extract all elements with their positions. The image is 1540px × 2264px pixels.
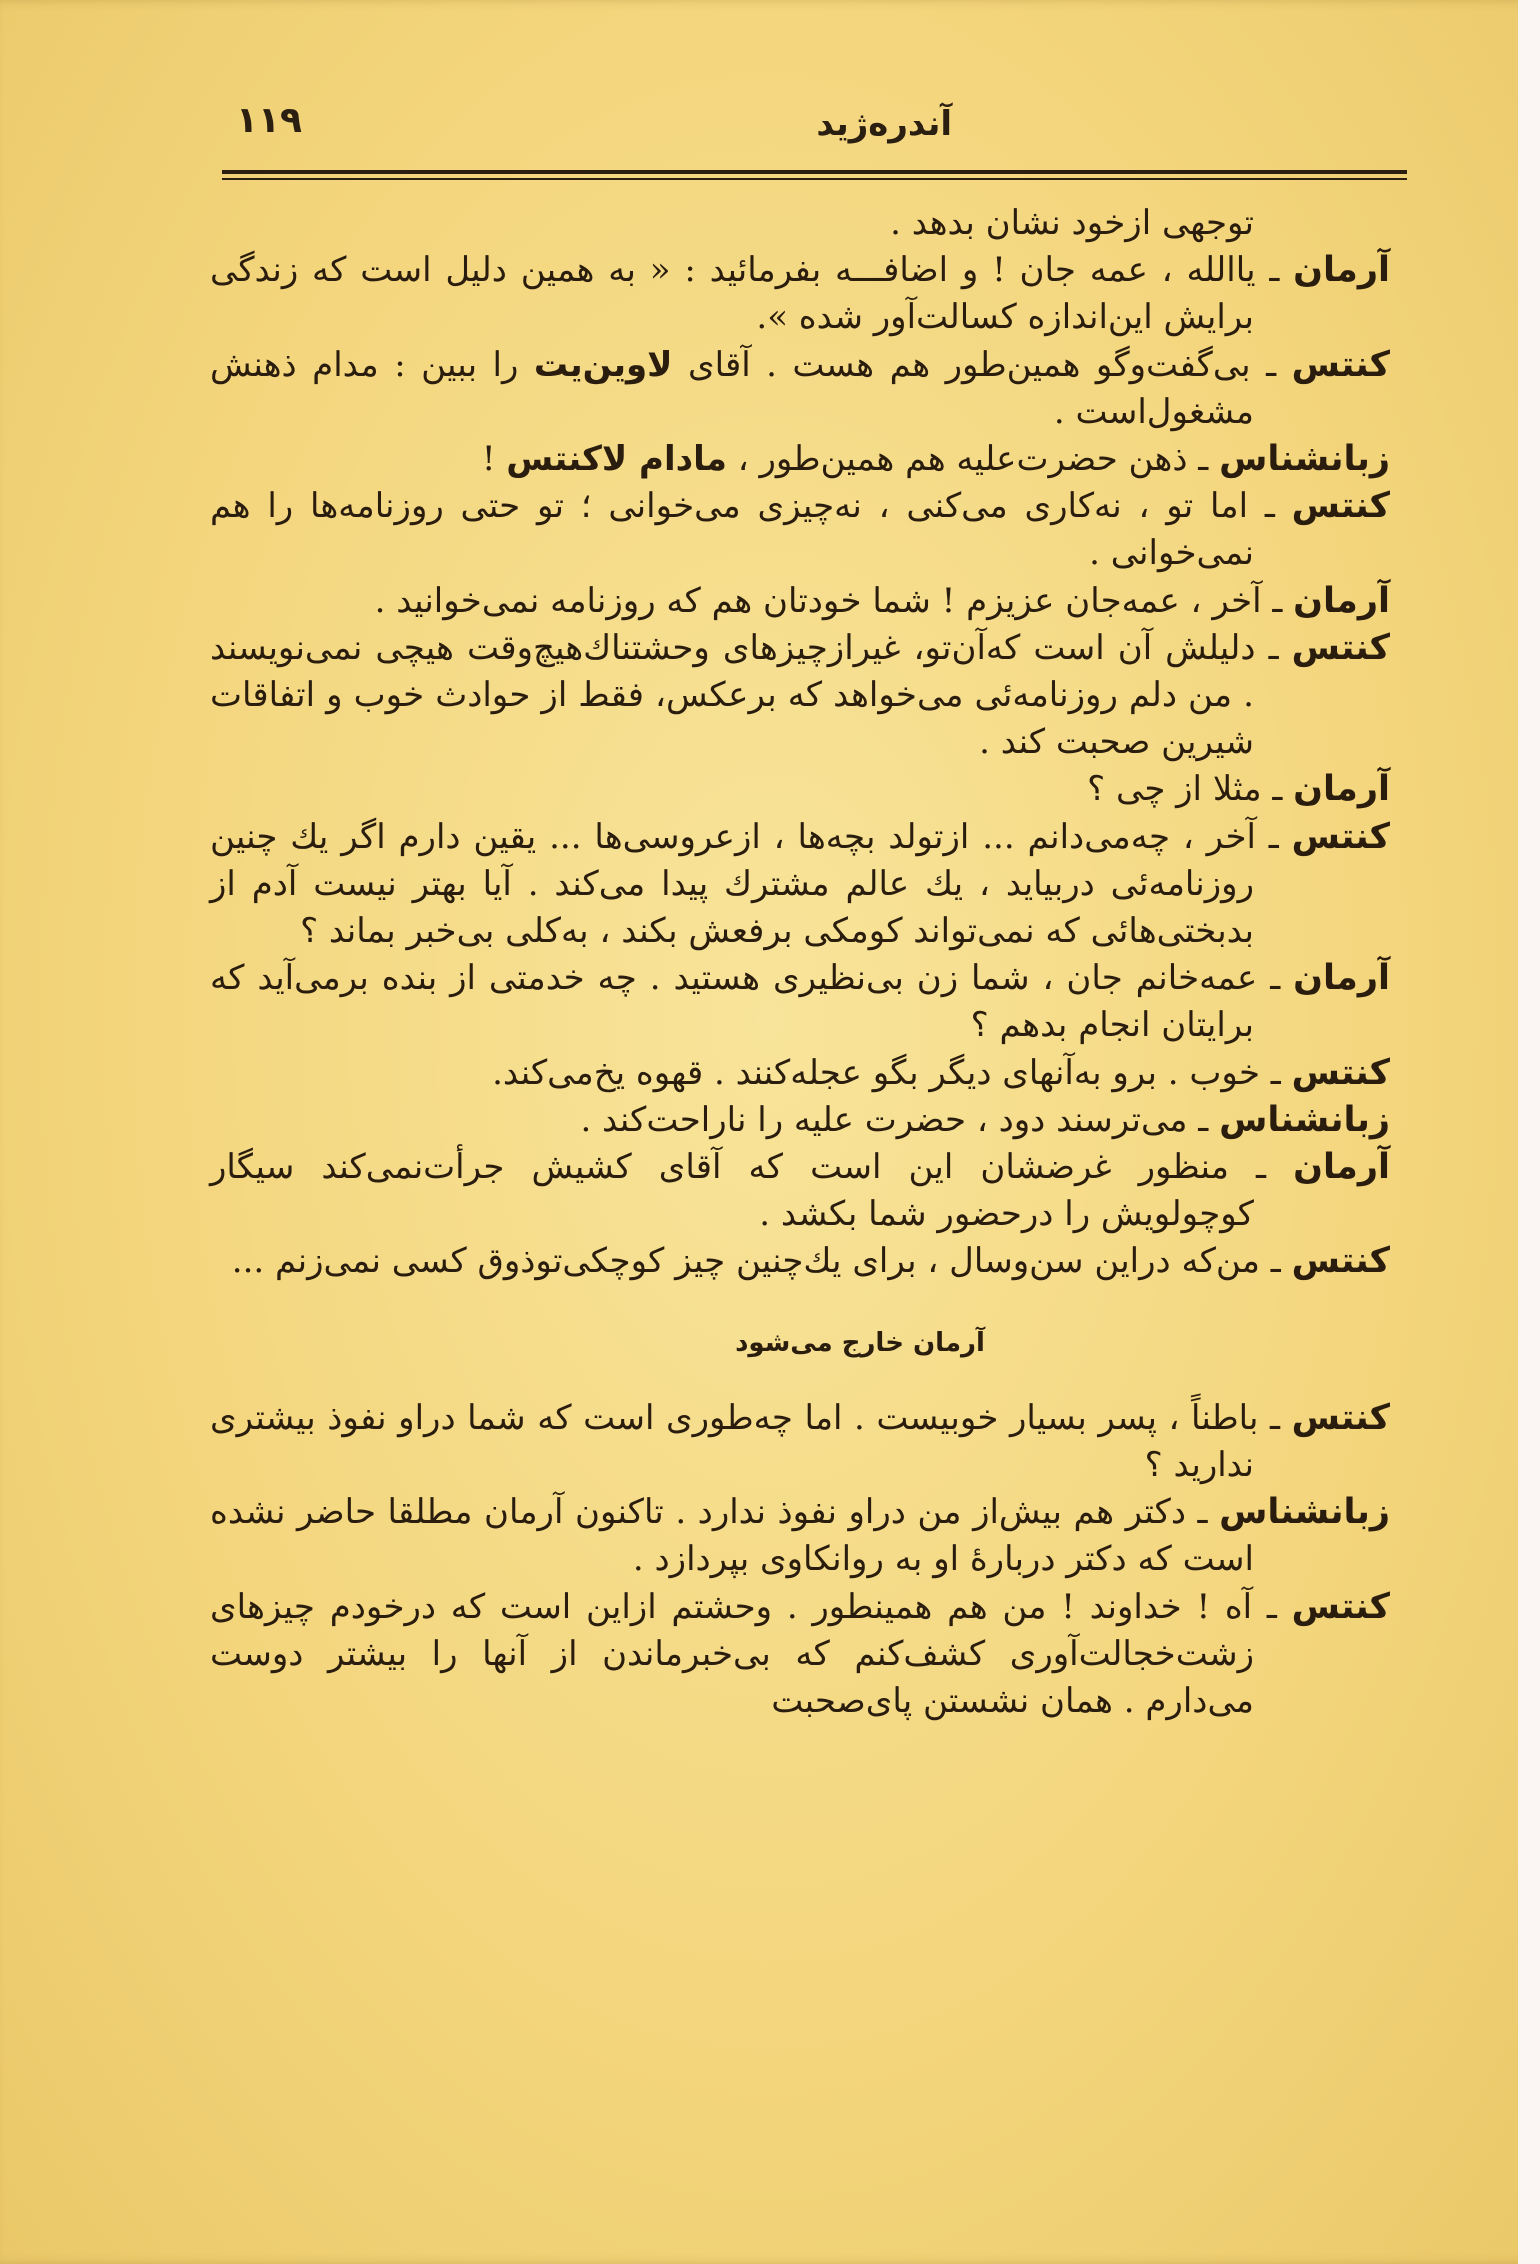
dialogue-line: [210, 436, 1390, 483]
dialogue-line: [210, 1584, 1390, 1726]
speaker-name: کنتس: [1291, 486, 1390, 527]
page-header: [222, 96, 1402, 156]
dialogue-line: [210, 766, 1390, 813]
dialogue-line: [210, 1050, 1390, 1097]
dialogue-text: ـ یاالله ، عمه جان ! و اضافـــه بفرمائید : « به همین دلیل است که زندگی برایش این‌اندازه کسالت‌آور شده ».: [210, 250, 1280, 338]
header-rule-thin: [222, 178, 1407, 180]
dialogue-text: ـ اما تو ، نه‌کاری می‌کنی ، نه‌چیزی می‌خوانی ؛ تو حتی روزنامه‌ها را هم نمی‌خوانی .: [210, 486, 1275, 574]
dialogue-line: [210, 625, 1390, 767]
speaker-name: آرمان: [1293, 769, 1390, 810]
dialogue-text: را ببین : مدام ذهنش مشغول‌است .: [210, 344, 1254, 432]
dialogue-line: [210, 814, 1390, 956]
speaker-name: آرمان: [1293, 1147, 1390, 1188]
dialogue-text: ـ باطناً ، پسر بسیار خوبیست . اما چه‌طوری است که شما دراو نفوذ بیشتری ندارید ؟: [210, 1397, 1281, 1486]
dialogue-line: [210, 955, 1390, 1049]
dialogue-text: ـ ذهن حضرت‌علیه هم همین‌طور ،: [737, 439, 1209, 480]
dialogue-text: ـ آه ! خداوند ! من هم همینطور . وحشتم ازاین است که درخودم چیزهای زشت‌خجالت‌آوری کشف‌کنم که بی‌خبرماندن از آنها را بیشتر دوست می‌دارم . همان نشستن پای‌صحبت: [210, 1586, 1277, 1722]
speaker-name: آرمان: [1293, 250, 1390, 291]
page-number: ۱۱۹: [236, 100, 302, 141]
speaker-name: کنتس: [1291, 1241, 1390, 1282]
speaker-name: زبانشناس: [1219, 1492, 1390, 1533]
text-body: [210, 200, 1390, 1725]
dialogue-line: [210, 1238, 1390, 1285]
header-rule-thick: [222, 170, 1407, 174]
speaker-name: کنتس: [1291, 1052, 1390, 1093]
dialogue-text: ـ عمه‌خانم جان ، شما زن بی‌نظیری هستید . چه خدمتی از بنده برمی‌آید که برایتان انجام بدهم ؟: [210, 958, 1281, 1046]
dialogue-line: [210, 1144, 1390, 1238]
running-title: آندره‌ژید: [816, 104, 952, 144]
opening-line: توجهی ازخود نشان بدهد .: [890, 203, 1254, 243]
dialogue-text: ـ آخر ، چه‌می‌دانم ... ازتولد بچه‌ها ، ازعروسی‌ها ... یقین دارم اگر یك چنین روزنامه‌ئی دربیاید ، یك عالم مشترك پیدا می‌کند . آیا بهتر نیست آدم از بدبختی‌هائی که نمی‌تواند کومکی برفعش بکند ، به‌کلی بی‌خبر بماند ؟: [210, 816, 1279, 952]
speaker-name: کنتس: [1291, 1397, 1390, 1438]
dialogue-line: [210, 1097, 1390, 1144]
speaker-name: زبانشناس: [1219, 439, 1390, 480]
speaker-name: کنتس: [1291, 627, 1390, 668]
page-edge: [1518, 0, 1540, 2264]
dialogue-text: ـ می‌ترسند دود ، حضرت علیه را ناراحت‌کند .: [580, 1099, 1209, 1140]
speaker-name: آرمان: [1293, 580, 1390, 621]
dialogue-text: ـ مثلا از چی ؟: [1087, 769, 1283, 810]
emphasized-name: مادام لاکنتس: [506, 439, 727, 480]
dialogue-text: ـ خوب . برو به‌آنهای دیگر بگو عجله‌کنند . قهوه یخ‌می‌کند.: [492, 1052, 1281, 1093]
dialogue-line: [210, 1395, 1390, 1489]
dialogue-text: ـ آخر ، عمه‌جان عزیزم ! شما خودتان هم که روزنامه نمی‌خوانید .: [374, 580, 1283, 621]
stage-direction: آرمان خارج می‌شود: [735, 1327, 985, 1358]
speaker-name: زبانشناس: [1219, 1099, 1390, 1140]
dialogue-text: ـ بی‌گفت‌وگو همین‌طور هم هست . آقای: [687, 344, 1277, 385]
dialogue-text: ـ منظور غرضشان این است که آقای کشیش جرأت‌نمی‌کند سیگار کوچولویش را درحضور شما بکشد .: [210, 1147, 1267, 1235]
dialogue-text: !: [481, 439, 496, 480]
speaker-name: آرمان: [1293, 958, 1390, 999]
dialogue-text: ـ من‌که دراین سن‌وسال ، برای یك‌چنین چیز کوچکی‌توذوق کسی نمی‌زنم ...: [231, 1241, 1281, 1282]
dialogue-text: ـ دکتر هم بیش‌از من دراو نفوذ ندارد . تاکنون آرمان مطلقا حاضر نشده است که دکتر دربارهٔ او به روانکاوی بپردازد .: [210, 1492, 1254, 1580]
dialogue-line: [210, 247, 1390, 341]
dialogue-line: [210, 1489, 1390, 1583]
emphasized-name: لاوین‌یت: [533, 344, 673, 385]
speaker-name: کنتس: [1291, 816, 1390, 857]
dialogue-line: [210, 342, 1390, 436]
dialogue-line: [210, 578, 1390, 625]
speaker-name: کنتس: [1291, 344, 1390, 385]
dialogue-text: ـ دلیلش آن است که‌آن‌تو، غیرازچیزهای وحشتناك‌هیچ‌وقت هیچی نمی‌نویسند . من دلم روزنامه‌ئی می‌خواهد که برعکس، فقط از حوادث خوب و اتفاقات شیرین صحبت کند .: [210, 627, 1279, 763]
dialogue-line: [210, 483, 1390, 577]
speaker-name: کنتس: [1291, 1586, 1390, 1627]
